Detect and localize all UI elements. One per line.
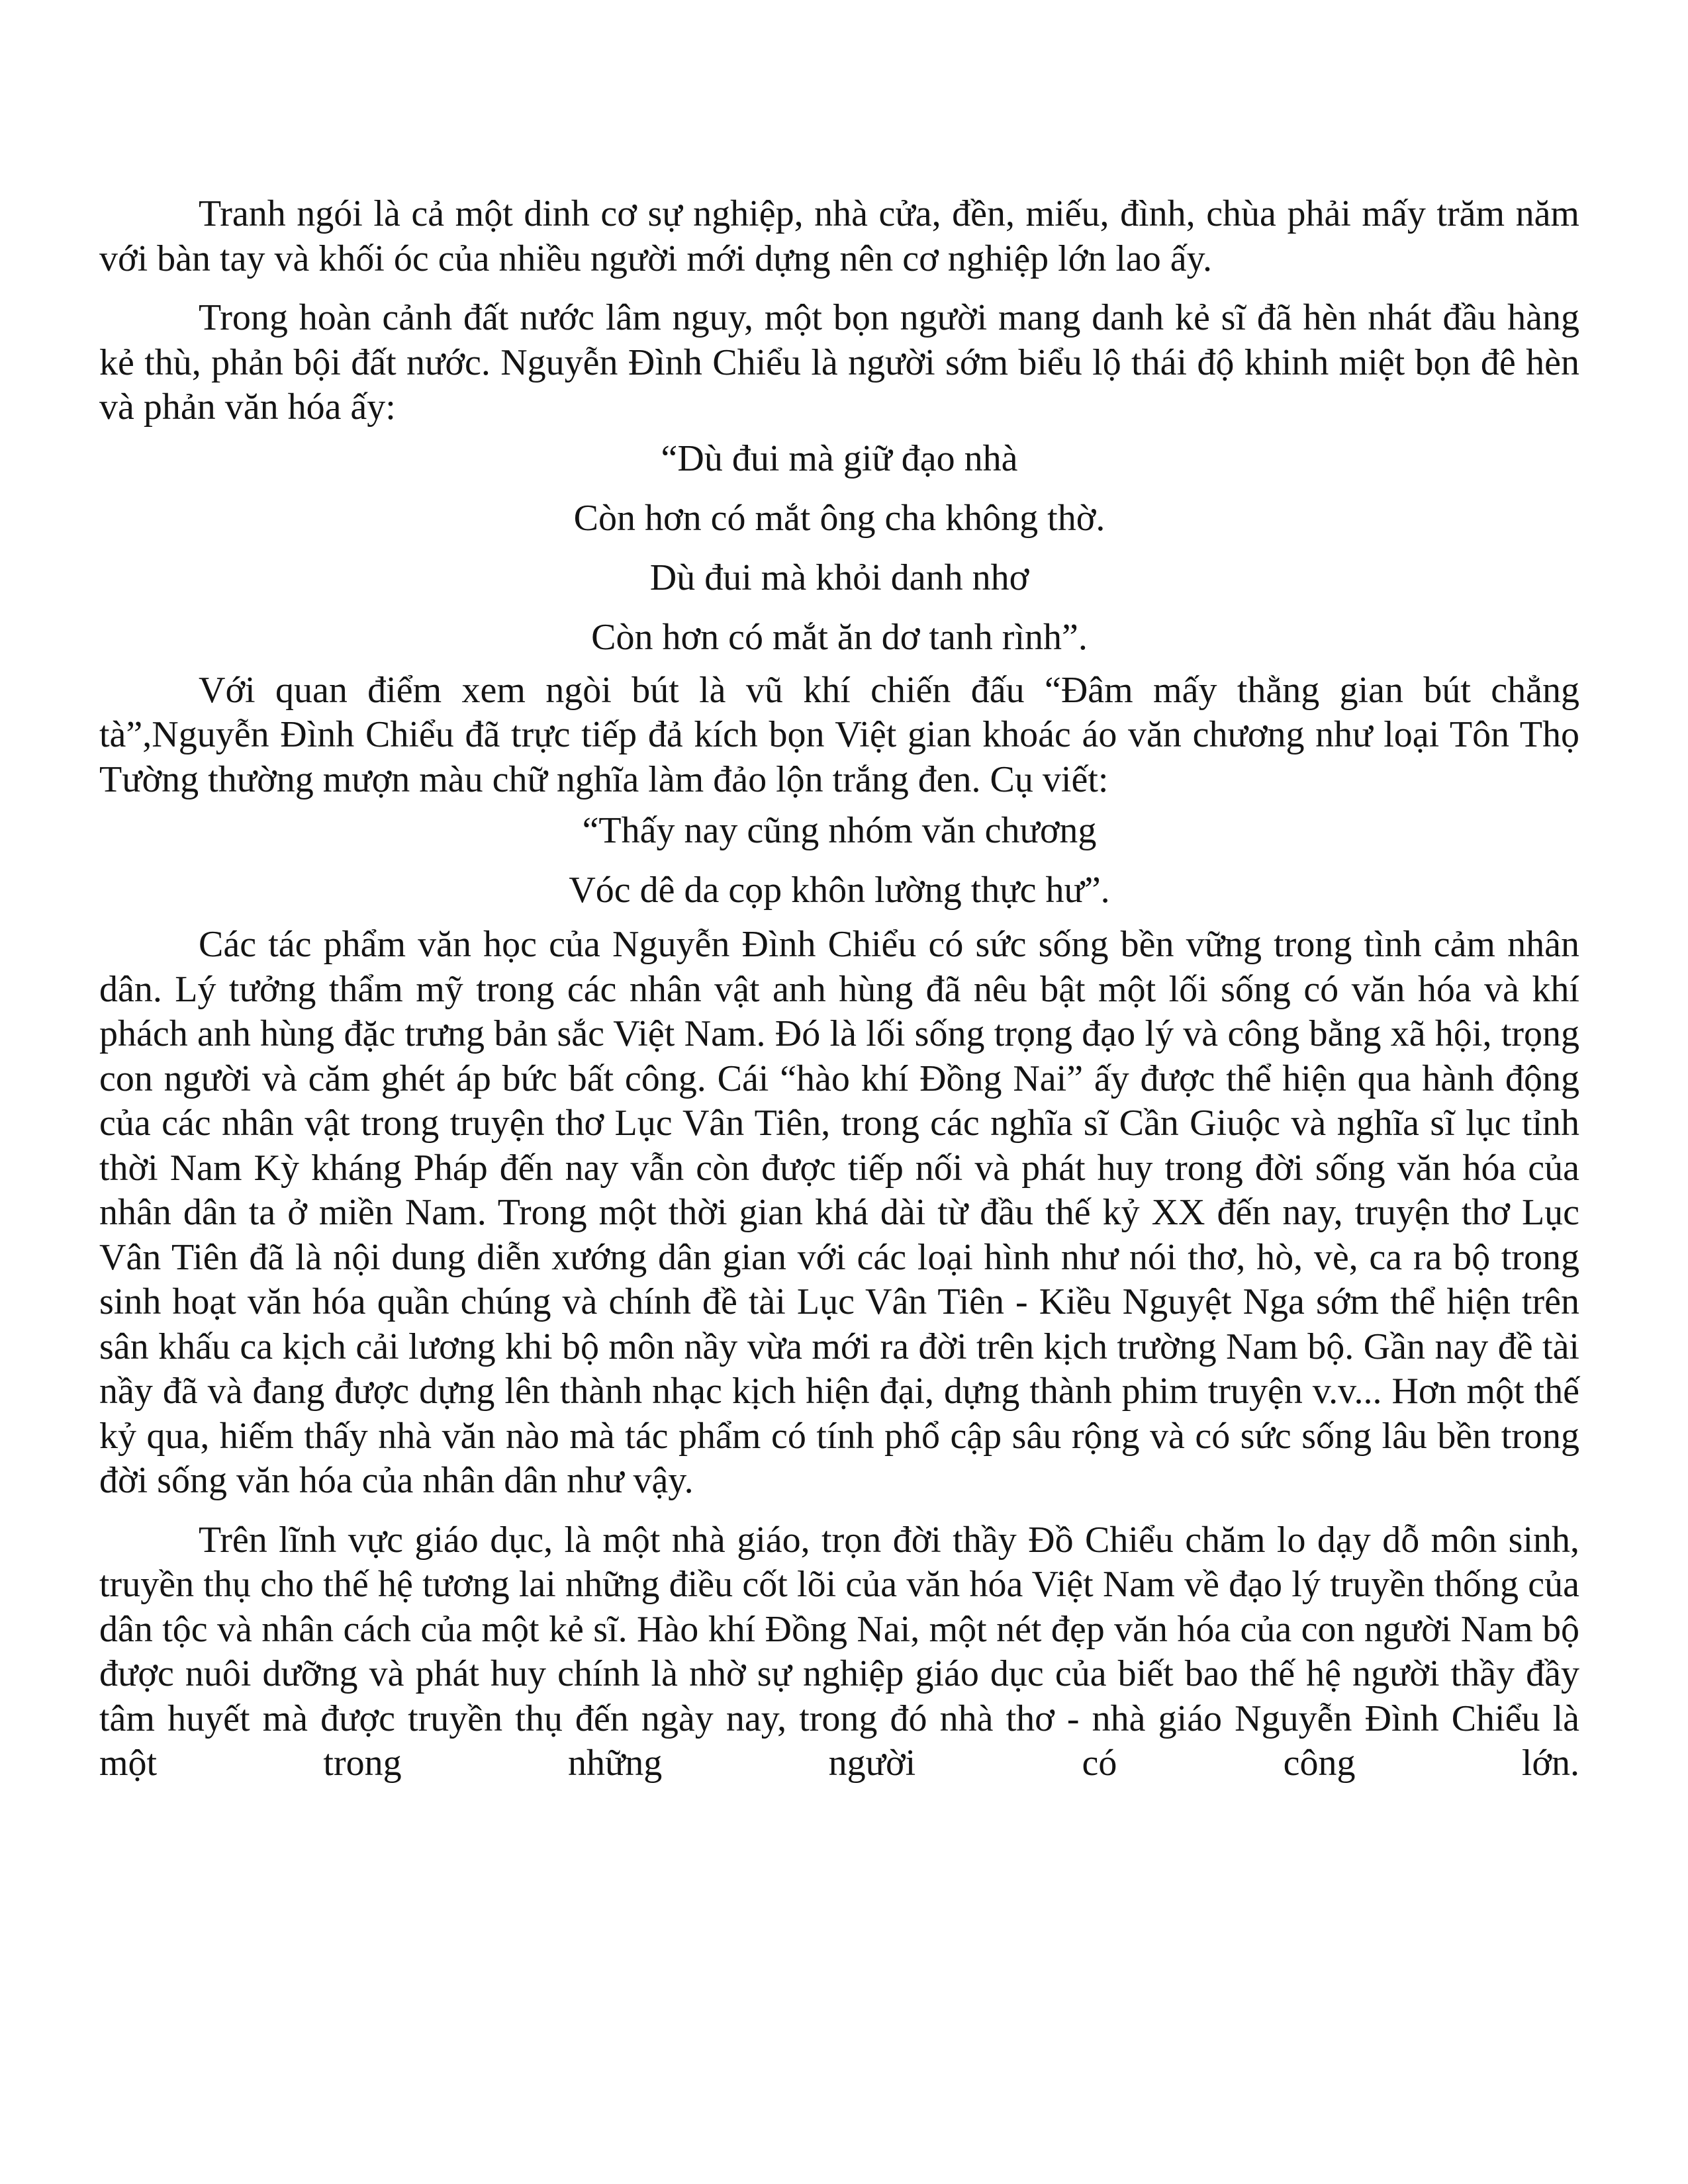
- verse-line: Còn hơn có mắt ông cha không thờ.: [573, 497, 1105, 539]
- verse-line: “Dù đui mà giữ đạo nhà: [661, 437, 1018, 479]
- paragraph-traitors: Trong hoàn cảnh đất nước lâm nguy, một bọn người mang danh kẻ sĩ đã hèn nhát đầu hàng kẻ thù, phản bội đất nước. Nguyễn Đình Chiểu là người sớm biểu lộ thái độ khinh miệt bọn đê hèn và phản văn hóa ấy:: [99, 297, 1579, 428]
- paragraph-education: Trên lĩnh vực giáo dục, là một nhà giáo, trọn đời thầy Đồ Chiểu chăm lo dạy dỗ môn sinh, truyền thụ cho thế hệ tương lai những điều cốt lõi của văn hóa Việt Nam về đạo lý truyền thống của dân tộc và nhân cách của một kẻ sĩ. Hào khí Đồng Nai, một nét đẹp văn hóa của con người Nam bộ được nuôi dưỡng và phát huy chính là nhờ sự nghiệp giáo dục của biết bao thế hệ người thầy đầy tâm huyết mà được truyền thụ đến ngày nay, trong đó nhà thơ - nhà giáo Nguyễn Đình Chiểu là một trong những người có công lớn.: [99, 1519, 1579, 1784]
- verse-blind-poem: [99, 437, 1579, 668]
- verse-line: “Thấy nay cũng nhóm văn chương: [582, 810, 1097, 851]
- document-page: [99, 192, 1579, 1801]
- paragraph-enduring-works: Các tác phẩm văn học của Nguyễn Đình Chiểu có sức sống bền vững trong tình cảm nhân dân. Lý tưởng thẩm mỹ trong các nhân vật anh hùng đã nêu bật một lối sống có văn hóa và khí phách anh hùng đặc trưng bản sắc Việt Nam. Đó là lối sống trọng đạo lý và công bằng xã hội, trọng con người và căm ghét áp bức bất công. Cái “hào khí Đồng Nai” ấy được thể hiện qua hành động của các nhân vật trong truyện thơ Lục Vân Tiên, trong các nghĩa sĩ Cần Giuộc và nghĩa sĩ lục tỉnh thời Nam Kỳ kháng Pháp đến nay vẫn còn được tiếp nối và phát huy trong đời sống văn hóa của nhân dân ta ở miền Nam. Trong một thời gian khá dài từ đầu thế kỷ XX đến nay, truyện thơ Lục Vân Tiên đã là nội dung diễn xướng dân gian với các loại hình như nói thơ, hò, vè, ca ra bộ trong sinh hoạt văn hóa quần chúng và chính đề tài Lục Vân Tiên - Kiều Nguyệt Nga sớm thể hiện trên sân khấu ca kịch cải lương khi bộ môn nầy vừa mới ra đời trên kịch trường Nam bộ. Gần nay đề tài nầy đã và đang được dựng lên thành nhạc kịch hiện đại, dựng thành phim truyện v.v... Hơn một thế kỷ qua, hiếm thấy nhà văn nào mà tác phẩm có tính phổ cập sâu rộng và có sức sống lâu bền trong đời sống văn hóa của nhân dân như vậy.: [99, 924, 1579, 1501]
- paragraph-roof-tiles: Tranh ngói là cả một dinh cơ sự nghiệp, nhà cửa, đền, miếu, đình, chùa phải mấy trăm năm với bàn tay và khối óc của nhiều người mới dựng nên cơ nghiệp lớn lao ấy.: [99, 193, 1579, 279]
- verse-literature-poem: [99, 809, 1579, 921]
- verse-line: Còn hơn có mắt ăn dơ tanh rình”.: [591, 616, 1088, 658]
- verse-line: Vóc dê da cọp khôn lường thực hư”.: [569, 870, 1110, 911]
- paragraph-pen-as-weapon: Với quan điểm xem ngòi bút là vũ khí chiến đấu “Đâm mấy thằng gian bút chẳng tà”,Nguyễn Đình Chiểu đã trực tiếp đả kích bọn Việt gian khoác áo văn chương như loại Tôn Thọ Tường thường mượn màu chữ nghĩa làm đảo lộn trắng đen. Cụ viết:: [99, 669, 1579, 800]
- verse-line: Dù đui mà khỏi danh nhơ: [649, 557, 1029, 598]
